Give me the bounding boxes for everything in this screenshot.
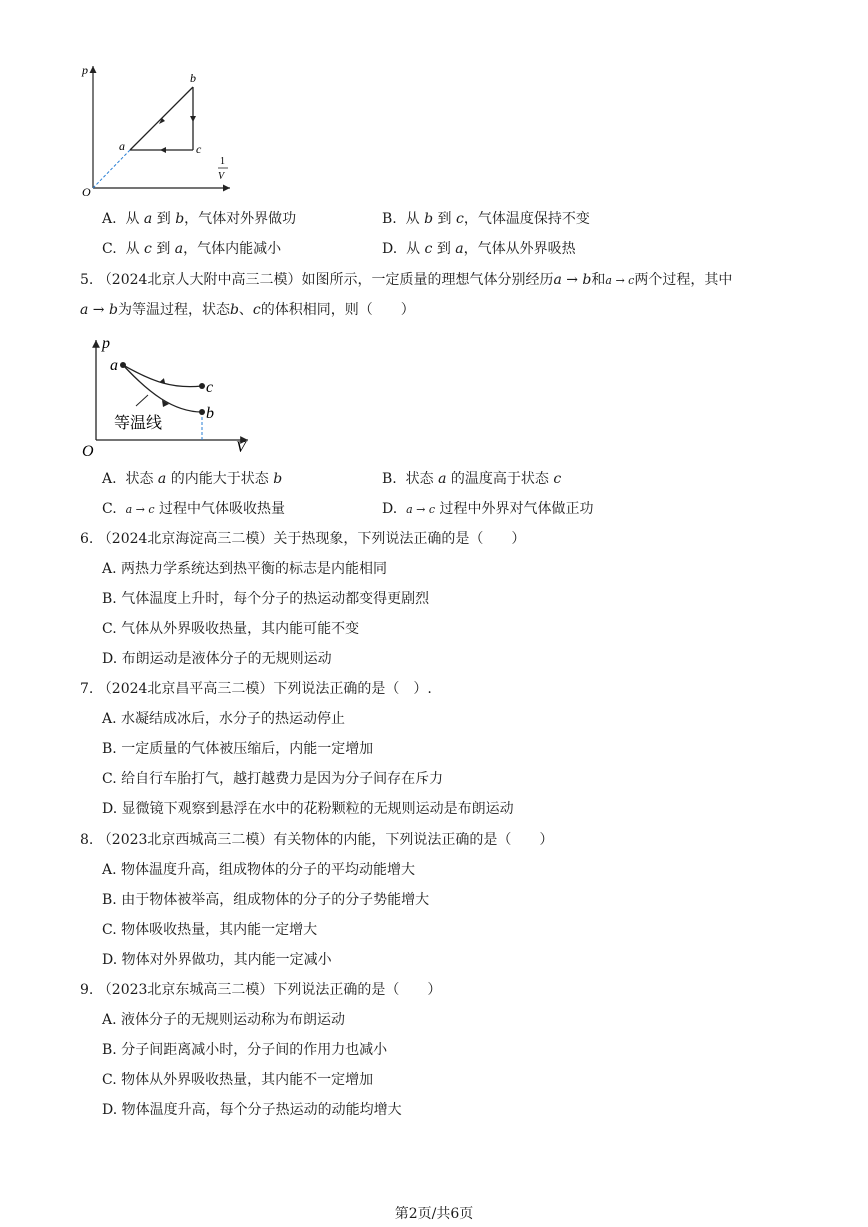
q4-option-d xyxy=(382,240,576,258)
q4-option-a xyxy=(102,210,296,228)
state-var: b xyxy=(424,211,434,227)
state-var: c xyxy=(252,302,261,318)
q7-stem: 7. （2024北京昌平高三二模）下列说法正确的是（ ）. xyxy=(80,681,432,697)
q4-option-c xyxy=(102,240,281,258)
state-var: b xyxy=(229,302,239,318)
state-var: c xyxy=(144,241,152,257)
q4-label-a: a xyxy=(119,139,125,153)
q5-point-b xyxy=(199,409,205,415)
q5-curve-ac xyxy=(123,365,202,387)
option-text: 到 xyxy=(151,241,175,257)
process-expr: a → c xyxy=(605,274,635,287)
q6-option-d: D. 布朗运动是液体分子的无规则运动 xyxy=(102,651,332,667)
option-text: 到 xyxy=(433,211,456,227)
state-var: a xyxy=(174,241,184,257)
option-text: 状态 xyxy=(125,471,158,487)
q5-stem-line1 xyxy=(80,271,732,290)
q6-option-b: B. 气体温度上升时，每个分子的热运动都变得更剧烈 xyxy=(102,591,430,607)
q5-option-c xyxy=(102,500,285,519)
state-var: c xyxy=(455,211,464,227)
q7-option-b: B. 一定质量的气体被压缩后，内能一定增加 xyxy=(102,741,374,757)
option-text: 从 xyxy=(405,211,425,227)
q8-stem: 8. （2023北京西城高三二模）有关物体的内能，下列说法正确的是（ ） xyxy=(80,832,554,848)
state-var: b xyxy=(175,211,185,227)
state-var: c xyxy=(553,471,562,487)
q8-option-d: D. 物体对外界做功，其内能一定减小 xyxy=(102,952,332,968)
q9-stem: 9. （2023北京东城高三二模）下列说法正确的是（ ） xyxy=(80,982,442,998)
q4-dashed-extension xyxy=(93,150,130,188)
q4-label-origin: O xyxy=(82,185,91,196)
q9-option-c: C. 物体从外界吸收热量，其内能不一定增加 xyxy=(102,1072,374,1088)
state-var: a xyxy=(157,471,167,487)
process-expr: a → c xyxy=(406,503,436,516)
option-text: 从 xyxy=(406,241,425,257)
option-letter: C. xyxy=(102,501,117,517)
option-text: ，气体内能减小 xyxy=(183,241,282,257)
question-text: 如图所示，一定质量的理想气体分别经历 xyxy=(301,272,554,288)
option-text: ，气体对外界做功 xyxy=(184,211,297,227)
q4-arrow-bc xyxy=(190,116,196,122)
option-text: 过程中气体吸收热量 xyxy=(158,501,285,517)
q7-option-d: D. 显微镜下观察到悬浮在水中的花粉颗粒的无规则运动是布朗运动 xyxy=(102,801,514,817)
q9-option-d: D. 物体温度升高，每个分子热运动的动能均增大 xyxy=(102,1102,402,1118)
q4-label-inv-den: V xyxy=(218,171,225,182)
q5-pv-graph xyxy=(78,332,258,462)
q5-label-p: p xyxy=(102,335,110,352)
question-source: （2024北京人大附中高三二模） xyxy=(97,272,302,288)
q6-option-a: A. 两热力学系统达到热平衡的标志是内能相同 xyxy=(102,561,388,577)
option-letter: D. xyxy=(382,501,398,517)
process-expr: a → c xyxy=(125,503,155,516)
q8-option-c: C. 物体吸收热量，其内能一定增大 xyxy=(102,922,318,938)
option-text: 状态 xyxy=(405,471,439,487)
q8-option-b: B. 由于物体被举高，组成物体的分子的分子势能增大 xyxy=(102,892,430,908)
question-text: 为等温过程，状态 xyxy=(117,302,230,318)
option-letter: A. xyxy=(102,471,117,487)
state-var: a xyxy=(455,241,464,257)
q5-option-b xyxy=(382,470,561,488)
q4-line-ab xyxy=(130,87,193,150)
q5-isotherm-pointer xyxy=(136,395,148,406)
process-expr: a → b xyxy=(553,272,592,288)
option-text: ，气体温度保持不变 xyxy=(463,211,590,227)
q6-option-c: C. 气体从外界吸收热量，其内能可能不变 xyxy=(102,621,360,637)
option-text: 过程中外界对气体做正功 xyxy=(439,501,594,517)
question-text: 和 xyxy=(591,272,606,288)
option-letter: A. xyxy=(102,211,117,227)
state-var: a xyxy=(143,211,153,227)
q7-option-c: C. 给自行车胎打气，越打越费力是因为分子间存在斥力 xyxy=(102,771,444,787)
option-text: 的温度高于状态 xyxy=(446,471,554,487)
q4-label-c: c xyxy=(196,142,202,156)
q9-option-a: A. 液体分子的无规则运动称为布朗运动 xyxy=(102,1012,346,1028)
q5-point-c xyxy=(199,383,205,389)
q5-label-c: c xyxy=(206,379,214,396)
option-text: 到 xyxy=(432,241,456,257)
q5-stem-line2 xyxy=(80,301,415,319)
option-text: ，气体从外界吸热 xyxy=(463,241,576,257)
q4-pv-graph xyxy=(78,60,238,196)
q4-arrow-ca xyxy=(160,147,166,153)
state-var: a xyxy=(438,471,447,487)
q5-label-origin: O xyxy=(82,443,94,460)
option-letter: D. xyxy=(382,241,398,257)
q5-label-v: V xyxy=(236,439,246,456)
option-text: 的内能大于状态 xyxy=(166,471,274,487)
q5-label-b: b xyxy=(206,405,214,422)
q9-option-b: B. 分子间距离减小时，分子间的作用力也减小 xyxy=(102,1042,388,1058)
q4-label-p: p xyxy=(82,63,88,77)
q8-option-a: A. 物体温度升高，组成物体的分子的平均动能增大 xyxy=(102,862,416,878)
q5-label-isotherm: 等温线 xyxy=(114,413,163,432)
option-text: 到 xyxy=(152,211,176,227)
question-text: 、 xyxy=(238,302,253,318)
state-var: b xyxy=(273,471,283,487)
option-letter: B. xyxy=(382,211,397,227)
q4-label-b: b xyxy=(190,71,196,85)
page-footer: 第2页/共6页 xyxy=(394,1206,474,1222)
q4-label-inv-num: 1 xyxy=(220,156,225,167)
q5-option-d xyxy=(382,500,593,519)
option-text: 从 xyxy=(125,211,144,227)
option-letter: B. xyxy=(382,471,397,487)
q5-option-a xyxy=(102,470,282,488)
q4-option-b xyxy=(382,210,590,228)
question-number: 5. xyxy=(80,272,94,288)
q6-stem: 6. （2024北京海淀高三二模）关于热现象，下列说法正确的是（ ） xyxy=(80,531,526,547)
question-text: 两个过程，其中 xyxy=(634,272,733,288)
state-var: c xyxy=(424,241,433,257)
q5-label-a: a xyxy=(110,357,118,374)
option-letter: C. xyxy=(102,241,117,257)
q5-point-a xyxy=(120,362,126,368)
option-text: 从 xyxy=(125,241,145,257)
q7-option-a: A. 水凝结成冰后，水分子的热运动停止 xyxy=(102,711,346,727)
process-expr: a → b xyxy=(80,302,118,318)
question-text: 的体积相同，则（ ） xyxy=(260,302,415,318)
